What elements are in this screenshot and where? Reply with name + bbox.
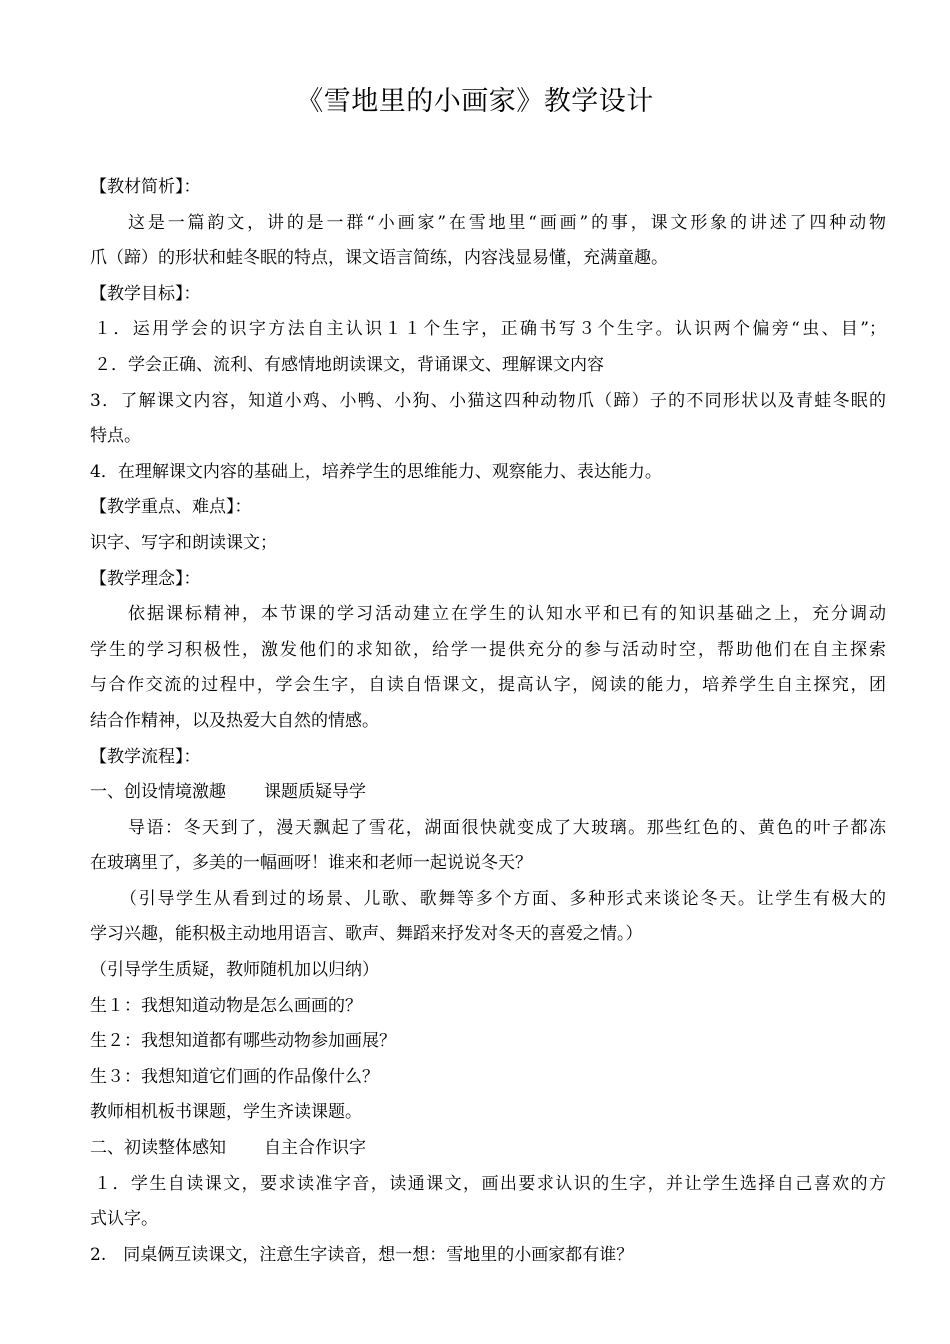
paragraph-line: 导语：冬天到了，漫天飘起了雪花，湖面很快就变成了大玻璃。那些红色的、黄色的叶子都冻 xyxy=(128,817,886,838)
paragraph-line: （引导学生质疑，教师随机加以归纳） xyxy=(90,960,379,981)
list-item: 4．在理解课文内容的基础上，培养学生的思维能力、观察能力、表达能力。 xyxy=(90,461,662,482)
student-question: 生２：我想知道都有哪些动物参加画展？ xyxy=(90,1031,396,1052)
section-heading-key-points: 【教学重点、难点】： xyxy=(90,497,252,518)
paragraph-line: 识字、写字和朗读课文； xyxy=(90,532,277,553)
student-question: 生３：我想知道它们画的作品像什么？ xyxy=(90,1066,379,1087)
paragraph-line: 爪（蹄）的形状和蛙冬眠的特点，课文语言简练，内容浅显易懂，充满童趣。 xyxy=(90,248,668,269)
paragraph-line: 这是一篇韵文，讲的是一群“小画家”在雪地里“画画”的事，课文形象的讲述了四种动物 xyxy=(128,212,886,233)
list-item: １．学生自读课文，要求读准字音，读通课文，画出要求认识的生字，并让学生选择自己喜欢的方 xyxy=(94,1173,886,1194)
step-heading-two xyxy=(90,1131,886,1167)
step-heading-one-left: 一、创设情境激趣 xyxy=(90,782,226,803)
section-heading-philosophy: 【教学理念】： xyxy=(90,568,201,589)
paragraph-line: 学生的学习积极性，激发他们的求知欲，给学一提供充分的参与活动时空，帮助他们在自主探索 xyxy=(90,639,886,660)
list-item: ２．学会正确、流利、有感情地朗读课文，背诵课文、理解课文内容 xyxy=(94,354,604,375)
section-heading-process: 【教学流程】： xyxy=(90,746,201,767)
section-heading-material: 【教材简析】： xyxy=(90,177,201,197)
paragraph-line: 在玻璃里了，多美的一幅画呀！谁来和老师一起说说冬天？ xyxy=(90,853,532,874)
step-heading-two-left: 二、初读整体感知 xyxy=(90,1138,226,1159)
list-item: 2. 同桌俩互读课文，注意生字读音，想一想：雪地里的小画家都有谁？ xyxy=(90,1244,634,1265)
step-heading-one-right: 课题质疑导学 xyxy=(264,782,366,803)
paragraph-line: 与合作交流的过程中，学会生字，自读自悟课文，提高认字，阅读的能力，培养学生自主探究，团 xyxy=(90,675,886,696)
paragraph-line: 结合作精神，以及热爱大自然的情感。 xyxy=(90,710,379,731)
paragraph-line: 教师相机板书课题，学生齐读课题。 xyxy=(90,1102,362,1123)
list-item: 3．了解课文内容，知道小鸡、小鸭、小狗、小猫这四种动物爪（蹄）子的不同形状以及青蛙冬眠的 xyxy=(90,390,886,411)
step-heading-one xyxy=(90,775,886,811)
student-question: 生１：我想知道动物是怎么画画的？ xyxy=(90,995,362,1016)
paragraph-line: 学习兴趣，能积极主动地用语言、歌声、舞蹈来抒发对冬天的喜爱之情。） xyxy=(90,924,643,945)
paragraph-line: （引导学生从看到过的场景、儿歌、歌舞等多个方面、多种形式来谈论冬天。让学生有极大的 xyxy=(120,888,886,909)
list-item-continuation: 特点。 xyxy=(90,426,141,447)
section-heading-goals: 【教学目标】： xyxy=(90,283,201,304)
paragraph-line: 依据课标精神，本节课的学习活动建立在学生的认知水平和已有的知识基础之上，充分调动 xyxy=(128,604,886,625)
list-item: １．运用学会的识字方法自主认识１１个生字，正确书写３个生字。认识两个偏旁“虫、目”； xyxy=(94,319,886,340)
document-title: 《雪地里的小画家》教学设计 xyxy=(296,86,654,117)
step-heading-two-right: 自主合作识字 xyxy=(264,1138,366,1159)
document-body xyxy=(90,170,886,1273)
list-item-continuation: 式认字。 xyxy=(90,1209,158,1230)
